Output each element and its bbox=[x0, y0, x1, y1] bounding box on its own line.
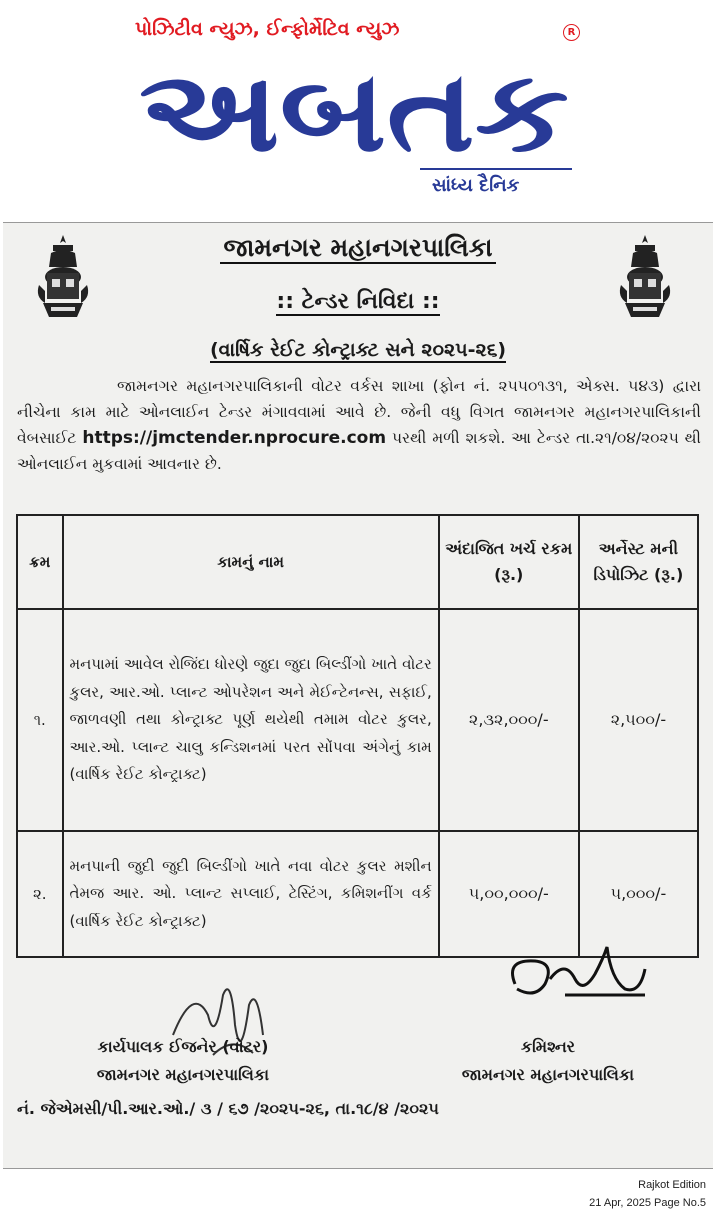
masthead-rule bbox=[420, 168, 572, 170]
row-work-name: મનપાની જુદી જુદી બિલ્ડીંગો ખાતે નવા વોટર કુલર મશીન તેમજ આર. ઓ. પ્લાન્ટ સપ્લાઈ, ટેસ્ટિંગ, કમિશનીંગ વર્ક (વાર્ષિક રેઈટ કોન્ટ્રાક્ટ) bbox=[63, 831, 439, 957]
signatory-org: જામનગર મહાનગરપાલિકા bbox=[461, 1065, 635, 1084]
newspaper-logo bbox=[136, 46, 572, 164]
row-serial: ૧. bbox=[17, 609, 63, 831]
row-earnest-deposit: ૫,૦૦૦/- bbox=[579, 831, 698, 957]
reference-number: નં. જેએમસી/પી.આર.ઓ./ ૩ / ૬૭ /૨૦૨૫-૨૬, તા.૧૮/૪ /૨૦૨૫ bbox=[17, 1099, 439, 1118]
signatory-commissioner bbox=[403, 1033, 693, 1089]
notice-subheading: (વાર્ષિક રેઈટ કોન્ટ્રાક્ટ સને ૨૦૨૫-૨૬) bbox=[209, 339, 507, 361]
commissioner-signature-icon bbox=[495, 939, 655, 1009]
signatory-org: જામનગર મહાનગરપાલિકા bbox=[96, 1065, 270, 1084]
website-link[interactable]: https://jmctender.nprocure.com bbox=[82, 428, 387, 448]
column-header-deposit: અર્નેસ્ટ મની ડિપોઝિટ (રૂ.) bbox=[579, 515, 698, 609]
edition-name: Rajkot Edition bbox=[638, 1179, 706, 1191]
column-header-cost: અંદાજિત ખર્ચ રકમ (રૂ.) bbox=[439, 515, 579, 609]
body-text-part1: જામનગર મહાનગરપાલિકાની વોટર વર્કસ શાખા (ફોન નં. ૨૫૫૦૧૩૧, એક્સ. ૫૪૩) દ્વારા નીચેના કામ માટે ઓનલાઈન ટેન્ડર મંગાવવામાં આવે છે. જેની વધુ વિગત જામનગર મહાનગરપાલિકાની વેબસાઈટ bbox=[17, 377, 701, 447]
row-estimated-cost: ૫,૦૦,૦૦૦/- bbox=[439, 831, 579, 957]
signatory-title: કાર્યપાલક ઈજનેર (વોટર) bbox=[97, 1037, 269, 1056]
row-serial: ૨. bbox=[17, 831, 63, 957]
column-header-work: કામનું નામ bbox=[63, 515, 439, 609]
organization-title: જામનગર મહાનગરપાલિકા bbox=[3, 233, 713, 263]
registered-mark: R bbox=[563, 24, 580, 41]
column-header-serial: ક્રમ bbox=[17, 515, 63, 609]
masthead-tagline: પોઝિટીવ ન્યુઝ, ઈન્ફોર્મેટિવ ન્યુઝ bbox=[135, 18, 400, 40]
date-page: 21 Apr, 2025 Page No.5 bbox=[589, 1197, 706, 1209]
row-estimated-cost: ૨,૩૨,૦૦૦/- bbox=[439, 609, 579, 831]
body-text-part2: પરથી મળી શકશે. આ ટેન્ડર તા.૨૧/૦૪/૨૦૨૫ થી ઓનલાઈન મુકવામાં આવનાર છે. bbox=[17, 429, 701, 473]
tender-notice bbox=[3, 222, 713, 1169]
newspaper-masthead bbox=[0, 0, 716, 212]
signatory-engineer bbox=[43, 1033, 323, 1089]
logo-wordmark: અબતક bbox=[139, 47, 569, 164]
row-work-name: મનપામાં આવેલ રોજિંદા ધોરણે જુદા જુદા બિલ્ડીંગો ખાતે વોટર કુલર, આર.ઓ. પ્લાન્ટ ઓપરેશન અને મેઈન્ટેનન્સ, સફાઈ, જાળવણી તથા કોન્ટ્રાક્ટ પૂર્ણ થયેથી તમામ વોટર કુલર, આર.ઓ. પ્લાન્ટ ચાલુ કન્ડિશનમાં પરત સોંપવા અંગેનું કામ (વાર્ષિક રેઈટ કોન્ટ્રાક્ટ) bbox=[63, 609, 439, 831]
notice-body bbox=[17, 373, 701, 477]
signatory-title: કમિશ્નર bbox=[520, 1037, 576, 1056]
notice-heading: :: ટેન્ડર નિવિદા :: bbox=[276, 289, 440, 314]
tender-table bbox=[16, 514, 699, 958]
table-row bbox=[17, 609, 698, 831]
table-header-row bbox=[17, 515, 698, 609]
edition-type-label: સાંધ્ય દૈનિક bbox=[432, 175, 520, 196]
row-earnest-deposit: ૨,૫૦૦/- bbox=[579, 609, 698, 831]
page-footer bbox=[589, 1176, 706, 1212]
